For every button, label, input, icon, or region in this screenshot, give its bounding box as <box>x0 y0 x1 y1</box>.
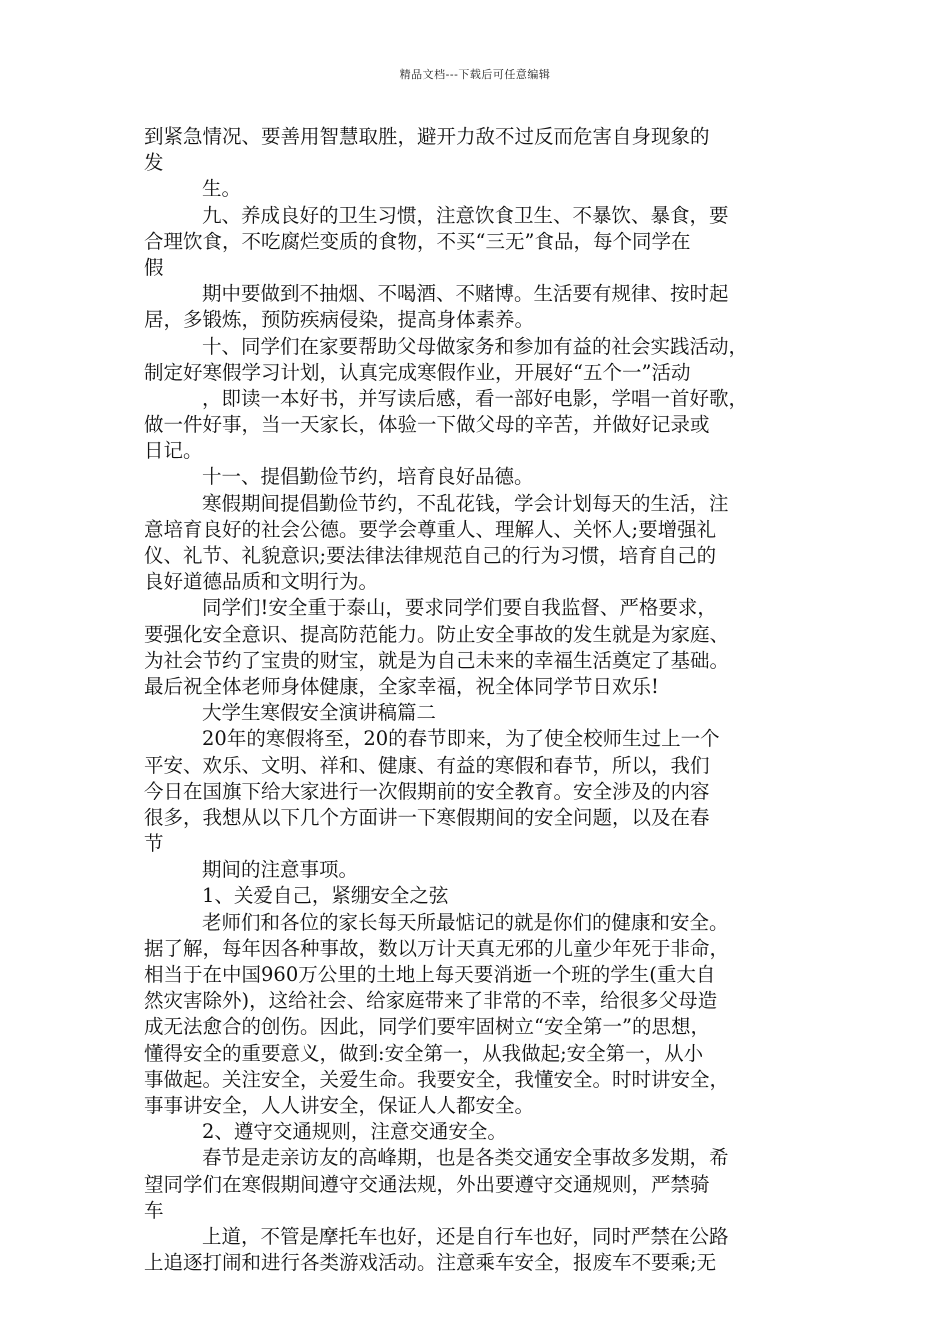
text-line: 要强化安全意识、提高防范能力。防止安全事故的发生就是为家庭、 <box>144 622 730 646</box>
text-line: 据了解，每年因各种事故，数以万计天真无邪的儿童少年死于非命， <box>144 936 730 960</box>
text-line: 节 <box>144 832 164 856</box>
text-line: 居，多锻炼，预防疾病侵染，提高身体素养。 <box>144 308 535 332</box>
text-line: 今日在国旗下给大家进行一次假期前的安全教育。安全涉及的内容 <box>144 779 710 803</box>
text-line: 上道，不管是摩托车也好，还是自行车也好，同时严禁在公路 <box>202 1224 729 1248</box>
text-line: ，即读一本好书，并写读后感，看一部好电影，学唱一首好歌， <box>202 386 749 410</box>
text-line: 成无法愈合的创伤。因此，同学们要牢固树立“安全第一”的思想， <box>144 1015 710 1039</box>
text-line: 意培育良好的社会公德。要学会尊重人、理解人、关怀人;要增强礼 <box>144 517 717 541</box>
text-line: 寒假期间提倡勤俭节约，不乱花钱，学会计划每天的生活，注 <box>202 491 729 515</box>
document-body <box>144 124 814 1276</box>
text-line: 仪、礼节、礼貌意识;要法律法律规范自己的行为习惯，培育自己的 <box>144 544 717 567</box>
text-line: 1、关爱自己，紧绷安全之弦 <box>202 884 449 908</box>
text-line: 十、同学们在家要帮助父母做家务和参加有益的社会实践活动， <box>202 334 749 358</box>
text-line: 相当于在中国960万公里的土地上每天要消逝一个班的学生(重大自 <box>144 963 716 986</box>
text-line: 大学生寒假安全演讲稿篇二 <box>202 701 437 725</box>
page-header: 精品文档---下载后可任意编辑 <box>399 68 551 81</box>
text-line: 合理饮食，不吃腐烂变质的食物，不买“三无”食品，每个同学在 <box>144 229 691 253</box>
text-line: 做一件好事，当一天家长，体验一下做父母的辛苦，并做好记录或 <box>144 413 710 437</box>
text-line: 车 <box>144 1198 164 1222</box>
text-line: 制定好寒假学习计划，认真完成寒假作业，开展好“五个一”活动 <box>144 360 691 384</box>
text-line: 生。 <box>202 177 242 201</box>
text-line: 20年的寒假将至，20的春节即来，为了使全校师生过上一个 <box>202 727 720 751</box>
text-line: 老师们和各位的家长每天所最惦记的就是你们的健康和安全。 <box>202 910 729 934</box>
text-line: 期间的注意事项。 <box>202 858 359 882</box>
text-line: 九、养成良好的卫生习惯，注意饮食卫生、不暴饮、暴食，要 <box>202 203 729 227</box>
text-line: 日记。 <box>144 439 203 463</box>
text-line: 事事讲安全，人人讲安全，保证人人都安全。 <box>144 1093 535 1117</box>
text-line: 十一、提倡勤俭节约，培育良好品德。 <box>202 465 534 489</box>
text-line: 上追逐打闹和进行各类游戏活动。注意乘车安全，报废车不要乘;无 <box>144 1251 717 1275</box>
text-line: 很多，我想从以下几个方面讲一下寒假期间的安全问题，以及在春 <box>144 805 710 829</box>
text-line: 望同学们在寒假期间遵守交通法规，外出要遵守交通规则，严禁骑 <box>144 1172 710 1196</box>
text-line: 事做起。关注安全，关爱生命。我要安全，我懂安全。时时讲安全， <box>144 1067 730 1091</box>
text-line: 期中要做到不抽烟、不喝酒、不赌博。生活要有规律、按时起 <box>202 282 729 306</box>
text-line: 最后祝全体老师身体健康，全家幸福，祝全体同学节日欢乐! <box>144 674 659 698</box>
text-line: 懂得安全的重要意义，做到:安全第一，从我做起;安全第一，从小 <box>144 1041 704 1065</box>
text-line: 发 <box>144 151 164 175</box>
text-line: 2、遵守交通规则，注意交通安全。 <box>202 1120 507 1144</box>
text-line: 良好道德品质和文明行为。 <box>144 570 379 594</box>
text-line: 春节是走亲访友的高峰期，也是各类交通安全事故多发期，希 <box>202 1146 729 1170</box>
text-line: 同学们!安全重于泰山，要求同学们要自我监督、严格要求， <box>202 596 717 620</box>
text-line: 到紧急情况、要善用智慧取胜，避开力敌不过反而危害自身现象的 <box>144 125 710 148</box>
text-line: 假 <box>144 255 164 279</box>
text-line: 平安、欢乐、文明、祥和、健康、有益的寒假和春节，所以，我们 <box>144 753 710 777</box>
text-line: 然灾害除外)，这给社会、给家庭带来了非常的不幸，给很多父母造 <box>144 989 718 1013</box>
text-line: 为社会节约了宝贵的财宝，就是为自己未来的幸福生活奠定了基础。 <box>144 648 730 672</box>
